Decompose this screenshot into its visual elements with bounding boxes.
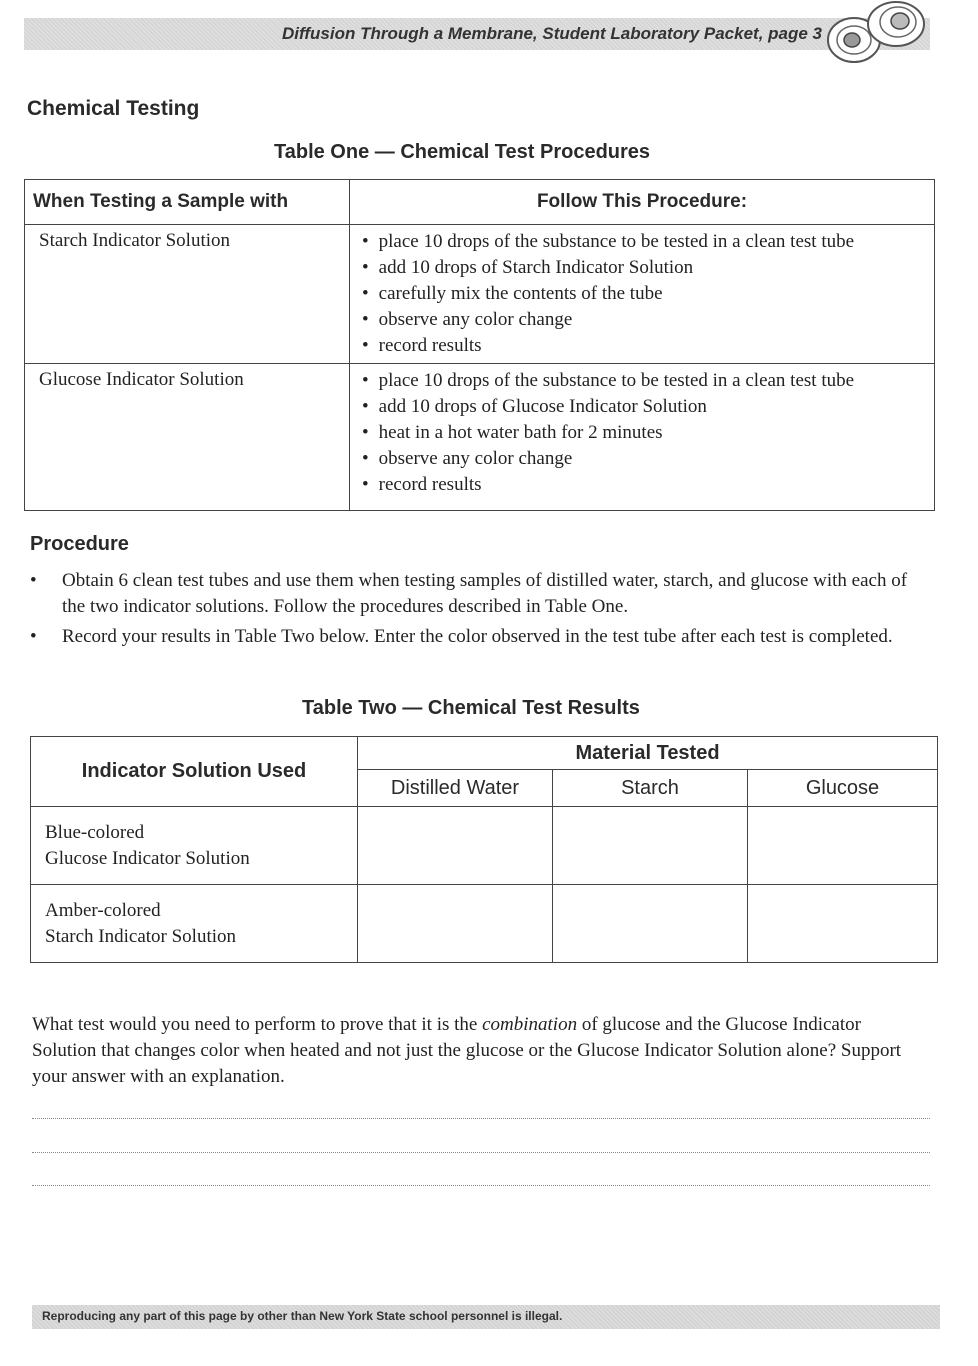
- question-emphasis: combination: [482, 1014, 578, 1035]
- procedure-step: • add 10 drops of Glucose Indicator Solution: [362, 394, 922, 420]
- table-one-header-procedure: Follow This Procedure:: [350, 180, 935, 225]
- table-two-row-label-starch: [31, 885, 358, 963]
- result-cell[interactable]: [358, 885, 553, 963]
- section-title-chemical-testing: Chemical Testing: [27, 97, 200, 120]
- table-one: [24, 179, 935, 511]
- section-title-procedure: Procedure: [30, 533, 129, 555]
- table-two-col-glucose: Glucose: [748, 770, 938, 807]
- table-one-indicator-glucose: Glucose Indicator Solution: [25, 364, 350, 511]
- table-two-row-label-glucose: [31, 807, 358, 885]
- answer-line[interactable]: [32, 1152, 930, 1153]
- procedure-step: • add 10 drops of Starch Indicator Solution: [362, 255, 922, 281]
- procedure-step: • record results: [362, 333, 922, 359]
- procedure-step: • observe any color change: [362, 446, 922, 472]
- table-one-caption: Table One — Chemical Test Procedures: [274, 141, 651, 163]
- procedure-step: • place 10 drops of the substance to be tested in a clean test tube: [362, 229, 922, 255]
- row-label-line2: Glucose Indicator Solution: [45, 847, 250, 869]
- question-part-1: What test would you need to perform to prove that it is the: [32, 1014, 483, 1035]
- row-label-line1: Amber-colored: [45, 899, 161, 921]
- table-two-header-indicator: Indicator Solution Used: [31, 737, 358, 807]
- result-cell[interactable]: [748, 807, 938, 885]
- list-item: • Obtain 6 clean test tubes and use them when testing samples of distilled water, starch, and glucose with each of the two indicator solutions. Follow the procedures described in Table One.: [30, 568, 930, 620]
- procedure-step: • observe any color change: [362, 307, 922, 333]
- table-two-header-material: Material Tested: [358, 737, 938, 770]
- procedure-step: • heat in a hot water bath for 2 minutes: [362, 420, 922, 446]
- procedure-list: [30, 568, 930, 654]
- result-cell[interactable]: [358, 807, 553, 885]
- procedure-step: • carefully mix the contents of the tube: [362, 281, 922, 307]
- table-row: [25, 364, 935, 511]
- answer-line[interactable]: [32, 1185, 930, 1186]
- result-cell[interactable]: [748, 885, 938, 963]
- table-row: [25, 225, 935, 364]
- table-two-caption: Table Two — Chemical Test Results: [302, 697, 640, 719]
- procedure-step: • place 10 drops of the substance to be tested in a clean test tube: [362, 368, 922, 394]
- footer-bar: [32, 1305, 940, 1329]
- row-label-line2: Starch Indicator Solution: [45, 925, 237, 947]
- footer-text: Reproducing any part of this page by other than New York State school personnel is illegal.: [42, 1309, 563, 1323]
- table-row: [31, 885, 938, 963]
- header-bar: [24, 18, 930, 50]
- row-label-line1: Blue-colored: [45, 821, 145, 843]
- answer-line[interactable]: [32, 1118, 930, 1119]
- table-one-header-indicator: When Testing a Sample with: [25, 180, 350, 225]
- table-row: [31, 807, 938, 885]
- table-one-steps-starch: [350, 225, 935, 364]
- question-part-2: of glucose and the Glucose Indicator Solution that changes color when heated and not just the glucose or the Glucose Indicator Solution alone? Support your answer with an explanation.: [32, 1014, 902, 1087]
- table-one-steps-glucose: [350, 364, 935, 511]
- question-text: [32, 1012, 922, 1090]
- result-cell[interactable]: [553, 885, 748, 963]
- table-two-col-distilled-water: Distilled Water: [358, 770, 553, 807]
- header-title: Diffusion Through a Membrane, Student Laboratory Packet, page 3: [282, 24, 822, 43]
- table-two: [30, 736, 938, 963]
- list-item: • Record your results in Table Two below. Enter the color observed in the test tube after each test is completed.: [30, 624, 930, 650]
- result-cell[interactable]: [553, 807, 748, 885]
- table-two-col-starch: Starch: [553, 770, 748, 807]
- cells-icon: [824, 0, 934, 70]
- table-one-indicator-starch: Starch Indicator Solution: [25, 225, 350, 364]
- procedure-step: • record results: [362, 472, 922, 498]
